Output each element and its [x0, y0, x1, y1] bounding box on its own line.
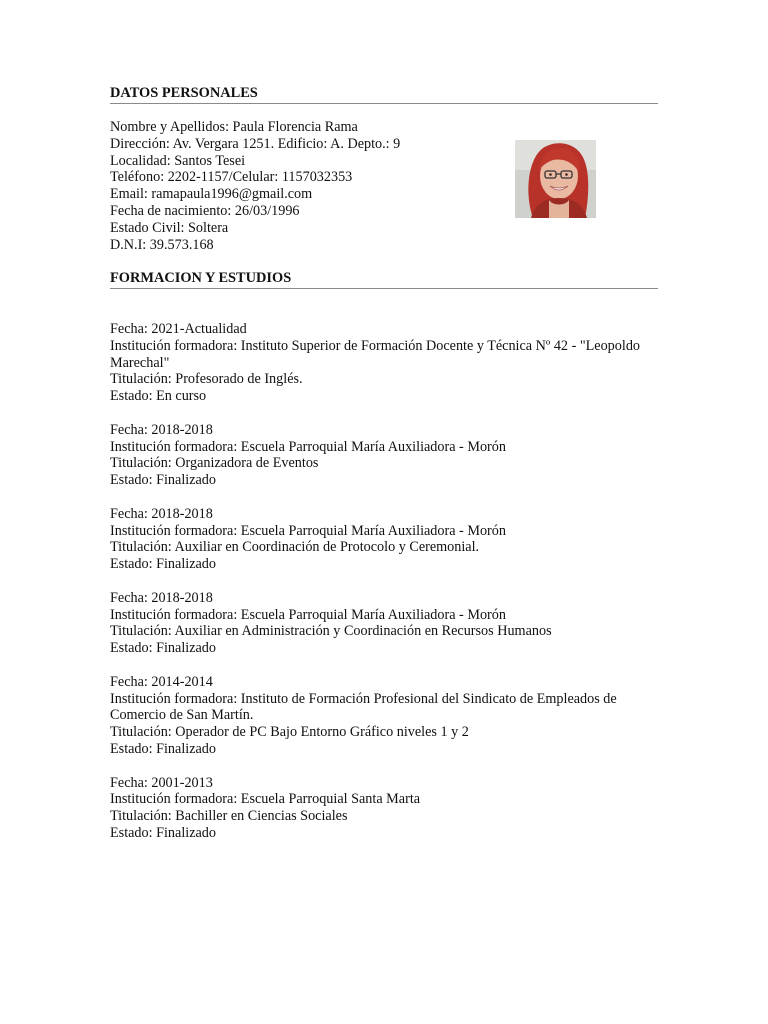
personal-email: Email: ramapaula1996@gmail.com	[110, 186, 313, 203]
personal-dni: D.N.I: 39.573.168	[110, 236, 214, 253]
study-entry	[110, 422, 650, 489]
study-institution: Institución formadora: Escuela Parroquial María Auxiliadora - Morón	[110, 606, 506, 623]
study-degree: Titulación: Auxiliar en Administración y Coordinación en Recursos Humanos	[110, 623, 552, 640]
study-entry	[110, 590, 650, 657]
study-institution: Institución formadora: Escuela Parroquial María Auxiliadora - Morón	[110, 438, 506, 455]
section-title-studies: FORMACION Y ESTUDIOS	[110, 270, 658, 289]
study-date: Fecha: 2001-2013	[110, 774, 213, 791]
study-entry	[110, 775, 650, 842]
personal-phone: Teléfono: 2202-1157/Celular: 1157032353	[110, 169, 353, 186]
study-entry	[110, 506, 650, 573]
study-degree: Titulación: Organizadora de Eventos	[110, 455, 319, 472]
personal-birthdate: Fecha de nacimiento: 26/03/1996	[110, 202, 300, 219]
study-institution: Institución formadora: Escuela Parroquial María Auxiliadora - Morón	[110, 522, 506, 539]
personal-locality: Localidad: Santos Tesei	[110, 152, 246, 169]
studies-list	[110, 321, 650, 859]
study-entry	[110, 674, 650, 758]
study-degree: Titulación: Operador de PC Bajo Entorno Gráfico niveles 1 y 2	[110, 724, 469, 741]
study-degree: Titulación: Bachiller en Ciencias Sociales	[110, 808, 348, 825]
section-title-personal: DATOS PERSONALES	[110, 85, 658, 104]
study-status: Estado: En curso	[110, 388, 207, 405]
study-institution: Institución formadora: Instituto de Formación Profesional del Sindicato de Empleados de Comercio de San Martín.	[110, 690, 617, 724]
study-status: Estado: Finalizado	[110, 824, 216, 841]
study-status: Estado: Finalizado	[110, 556, 216, 573]
personal-name: Nombre y Apellidos: Paula Florencia Rama	[110, 119, 358, 135]
study-date: Fecha: 2018-2018	[110, 505, 213, 522]
personal-civil-status: Estado Civil: Soltera	[110, 219, 229, 236]
study-date: Fecha: 2018-2018	[110, 589, 213, 606]
personal-address: Dirección: Av. Vergara 1251. Edificio: A. Depto.: 9	[110, 135, 401, 152]
study-status: Estado: Finalizado	[110, 472, 216, 489]
study-date: Fecha: 2014-2014	[110, 673, 213, 690]
study-date: Fecha: 2018-2018	[110, 421, 213, 438]
study-status: Estado: Finalizado	[110, 740, 216, 757]
study-institution: Institución formadora: Escuela Parroquial Santa Marta	[110, 791, 421, 808]
personal-data-block	[110, 119, 510, 253]
study-degree: Titulación: Auxiliar en Coordinación de Protocolo y Ceremonial.	[110, 539, 480, 556]
profile-photo	[515, 140, 596, 218]
study-date: Fecha: 2021-Actualidad	[110, 321, 247, 337]
study-degree: Titulación: Profesorado de Inglés.	[110, 371, 303, 388]
study-entry	[110, 321, 650, 405]
study-institution: Institución formadora: Instituto Superior de Formación Docente y Técnica Nº 42 - "Leopoldo Marechal"	[110, 337, 641, 371]
study-status: Estado: Finalizado	[110, 640, 216, 657]
